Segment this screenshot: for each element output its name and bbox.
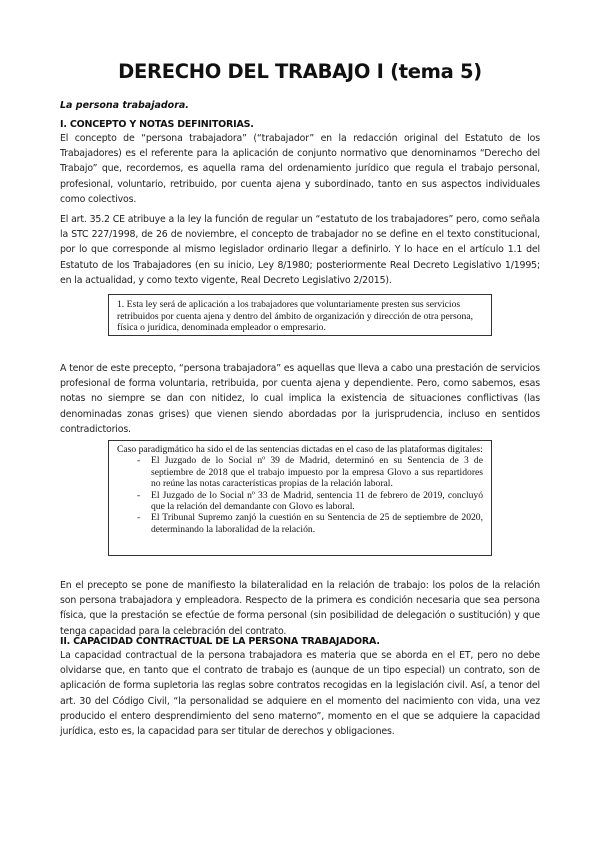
list-item-text: El Juzgado de lo Social nº 39 de Madrid, determinó en su Sentencia de 3 de septiembre de 2018 que el trabajo impuesto por la empresa Glovo a sus repartidores no reúne las notas características propias de la relación laboral. [151, 455, 483, 490]
document-subtitle: La persona trabajadora. [60, 100, 189, 111]
quote-box-plataformas [108, 440, 492, 556]
paragraph-concepto: El concepto de “persona trabajadora” (“trabajador” en la redacción original del Estatuto de los Trabajadores) es el referente para la aplicación de conjunto normativo que denominamos “Derecho del Trabajo” que, recordemos, es aquella rama del ordenamiento jurídico que regula el trabajo personal, profesional, voluntario, retribuido, por cuenta ajena y subordinado, tanto en sus aspectos individuales como colectivos. [60, 133, 540, 205]
document-title: DERECHO DEL TRABAJO I (tema 5) [118, 60, 482, 83]
case-list [117, 455, 483, 535]
dash-bullet: - [137, 512, 141, 524]
list-item [137, 490, 483, 513]
quote-text: 1. Esta ley será de aplicación a los trabajadores que voluntariamente presten sus servicios retribuidos por cuenta ajena y dentro del ámbito de organización y dirección de otra persona, física o jurídica, denominada empleador o empresario. [117, 299, 473, 333]
dash-bullet: - [137, 489, 141, 501]
quote-box-article-1-1 [108, 294, 492, 336]
list-item-text: El Tribunal Supremo zanjó la cuestión en su Sentencia de 25 de septiembre de 2020, determinando la laboralidad de la relación. [151, 512, 483, 535]
list-item [137, 455, 483, 489]
list-item-text: El Juzgado de lo Social nº 33 de Madrid, sentencia 11 de febrero de 2019, concluyó que la relación del demandante con Glovo es laboral. [151, 489, 483, 513]
section-heading-capacidad: II. CAPACIDAD CONTRACTUAL DE LA PERSONA TRABAJADORA. [60, 636, 380, 647]
paragraph-art-35: El art. 35.2 CE atribuye a la ley la función de regular un “estatuto de los trabajadores” pero, como señala la STC 227/1998, de 26 de noviembre, el concepto de trabajador no se define en el texto constitucional, por lo que corresponde al mismo legislador ordinario llegar a definirlo. Y lo hace en el artículo 1.1 del Estatuto de los Trabajadores (en su inicio, Ley 8/1980; posteriormente Real Decreto Legislativo 1/1995; en la actualidad, y como texto vigente, Real Decreto Legislativo 2/2015). [60, 214, 540, 286]
paragraph-bilateralidad: En el precepto se pone de manifiesto la bilateralidad en la relación de trabajo: los polos de la relación son persona trabajadora y empleadora. Respecto de la primera es condición necesaria que sea persona física, que la prestación se efectúe de forma personal (sin posibilidad de delegación o sustitución) y que tenga capacidad para la celebración del contrato. [60, 580, 540, 637]
list-item [137, 512, 483, 535]
section-heading-concepto: I. CONCEPTO Y NOTAS DEFINITORIAS. [60, 119, 254, 130]
paragraph-a-tenor: A tenor de este precepto, “persona trabajadora” es aquellas que lleva a cabo una prestación de servicios profesional de forma voluntaria, retribuida, por cuenta ajena y dependiente. Pero, como sabemos, esas notas no siempre se dan con nitidez, lo cual implica la existencia de situaciones conflictivas (las denominadas zonas grises) que vienen siendo abordadas por la jurisprudencia, incluso en sentidos contradictorios. [60, 363, 540, 435]
dash-bullet: - [137, 455, 141, 467]
quote-intro: Caso paradigmático ha sido el de las sentencias dictadas en el caso de las plataformas digitales: [117, 444, 483, 455]
paragraph-capacidad: La capacidad contractual de la persona trabajadora es materia que se aborda en el ET, pero no debe olvidarse que, en tanto que el contrato de trabajo es (aunque de un tipo especial) un contrato, son de aplicación de forma supletoria las reglas sobre contratos recogidas en la legislación civil. Así, a tenor del art. 30 del Código Civil, “la personalidad se adquiere en el momento del nacimiento con vida, una vez producido el entero desprendimiento del seno materno”, momento en el que se adquiere la capacidad jurídica, esto es, la capacidad para ser titular de derechos y obligaciones. [60, 650, 540, 738]
